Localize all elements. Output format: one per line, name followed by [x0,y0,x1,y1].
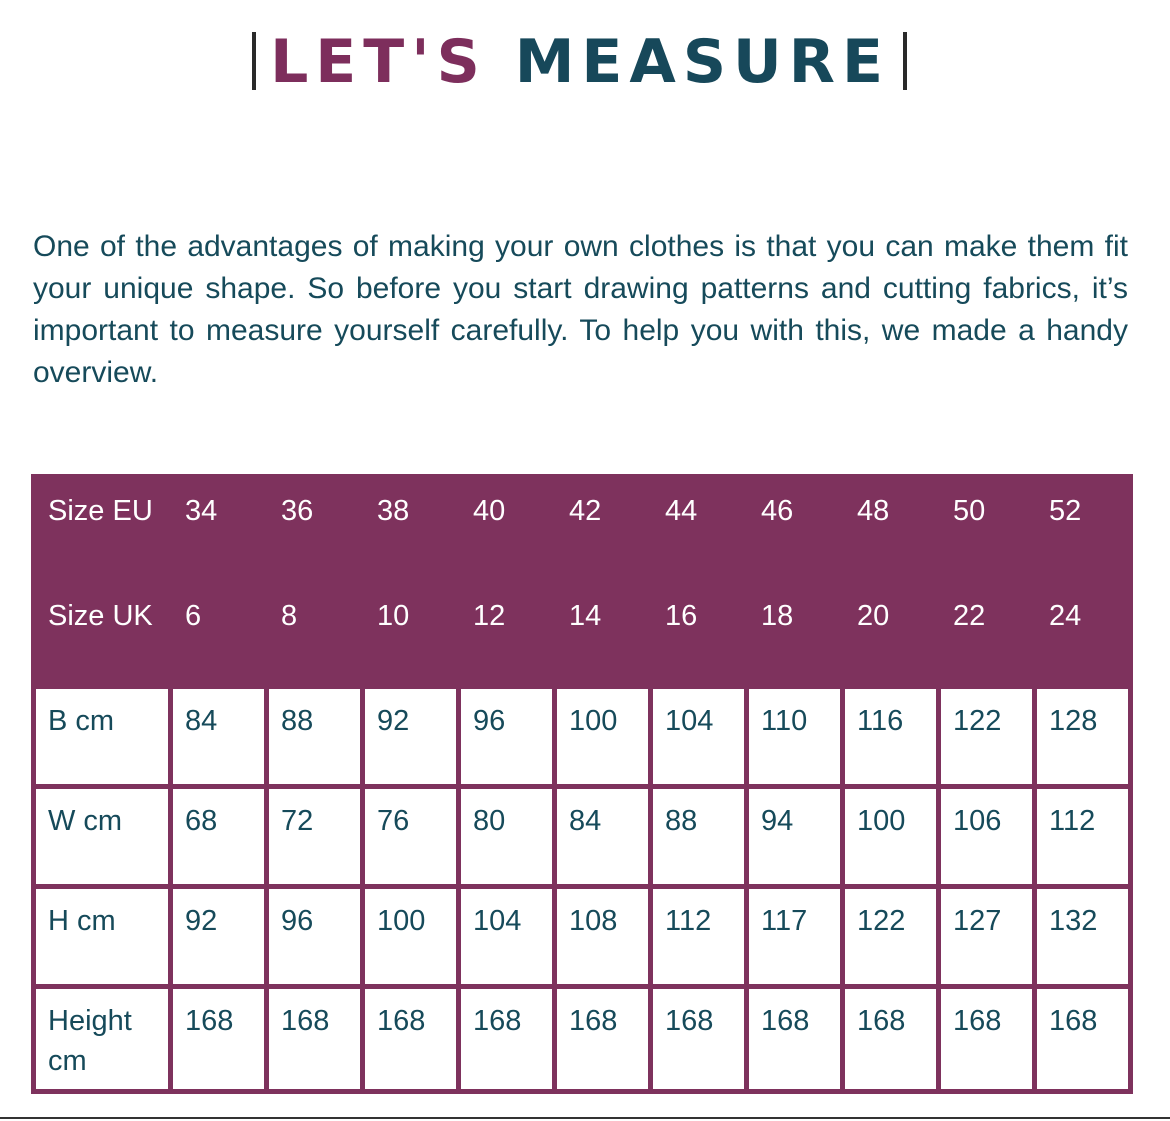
table-cell: 36 [269,479,360,579]
table-cell: 168 [845,989,936,1089]
table-cell: 94 [749,789,840,884]
table-row [36,479,1128,579]
table-row [36,584,1128,684]
table-cell: 168 [941,989,1032,1089]
table-row [36,789,1128,884]
table-cell: 96 [269,889,360,984]
table-cell: 10 [365,584,456,684]
table-cell: 168 [269,989,360,1089]
table-cell: 14 [557,584,648,684]
intro-paragraph: One of the advantages of making your own clothes is that you can make them fit your unique shape. So before you start drawing patterns and cutting fabrics, it’s important to measure yourself carefully. To help you with this, we made a handy overview. [33,230,1128,389]
table-cell: 42 [557,479,648,579]
bottom-divider [0,1117,1170,1119]
table-cell: 38 [365,479,456,579]
table-cell: 100 [365,889,456,984]
table-cell: 110 [749,689,840,784]
table-cell: 92 [173,889,264,984]
table-cell: 88 [269,689,360,784]
size-chart-body [36,479,1128,1089]
table-cell: 112 [653,889,744,984]
table-cell: 24 [1037,584,1128,684]
table-cell: 100 [845,789,936,884]
table-cell: 168 [557,989,648,1089]
table-cell: 88 [653,789,744,884]
title-left-bar [252,32,256,90]
table-cell: 18 [749,584,840,684]
row-label: Size UK [36,584,168,684]
table-cell: 108 [557,889,648,984]
table-cell: 6 [173,584,264,684]
table-cell: 116 [845,689,936,784]
table-cell: 168 [365,989,456,1089]
table-cell: 132 [1037,889,1128,984]
title-part-lets: LET'S [270,27,487,97]
row-label: W cm [36,789,168,884]
table-cell: 20 [845,584,936,684]
table-cell: 68 [173,789,264,884]
table-cell: 80 [461,789,552,884]
table-cell: 84 [557,789,648,884]
table-cell: 46 [749,479,840,579]
table-cell: 122 [941,689,1032,784]
table-cell: 168 [461,989,552,1089]
table-cell: 44 [653,479,744,579]
table-cell: 168 [653,989,744,1089]
table-cell: 92 [365,689,456,784]
row-label: Height cm [36,989,168,1089]
title-part-measure: MEASURE [514,27,890,97]
table-cell: 122 [845,889,936,984]
table-cell: 117 [749,889,840,984]
table-cell: 16 [653,584,744,684]
table-cell: 104 [653,689,744,784]
table-cell: 52 [1037,479,1128,579]
table-cell: 72 [269,789,360,884]
page-title [260,24,900,100]
table-cell: 168 [1037,989,1128,1089]
table-cell: 40 [461,479,552,579]
table-row [36,889,1128,984]
table-cell: 34 [173,479,264,579]
table-row [36,689,1128,784]
size-chart-table [31,474,1133,1094]
table-row [36,989,1128,1089]
table-cell: 48 [845,479,936,579]
table-cell: 106 [941,789,1032,884]
table-cell: 104 [461,889,552,984]
table-cell: 128 [1037,689,1128,784]
table-cell: 84 [173,689,264,784]
table-cell: 127 [941,889,1032,984]
title-right-bar [903,32,907,90]
table-cell: 96 [461,689,552,784]
row-label: Size EU [36,479,168,579]
table-cell: 112 [1037,789,1128,884]
table-cell: 168 [173,989,264,1089]
table-cell: 8 [269,584,360,684]
table-cell: 50 [941,479,1032,579]
table-cell: 100 [557,689,648,784]
table-cell: 76 [365,789,456,884]
row-label: H cm [36,889,168,984]
table-cell: 22 [941,584,1032,684]
table-cell: 12 [461,584,552,684]
table-cell: 168 [749,989,840,1089]
row-label: B cm [36,689,168,784]
